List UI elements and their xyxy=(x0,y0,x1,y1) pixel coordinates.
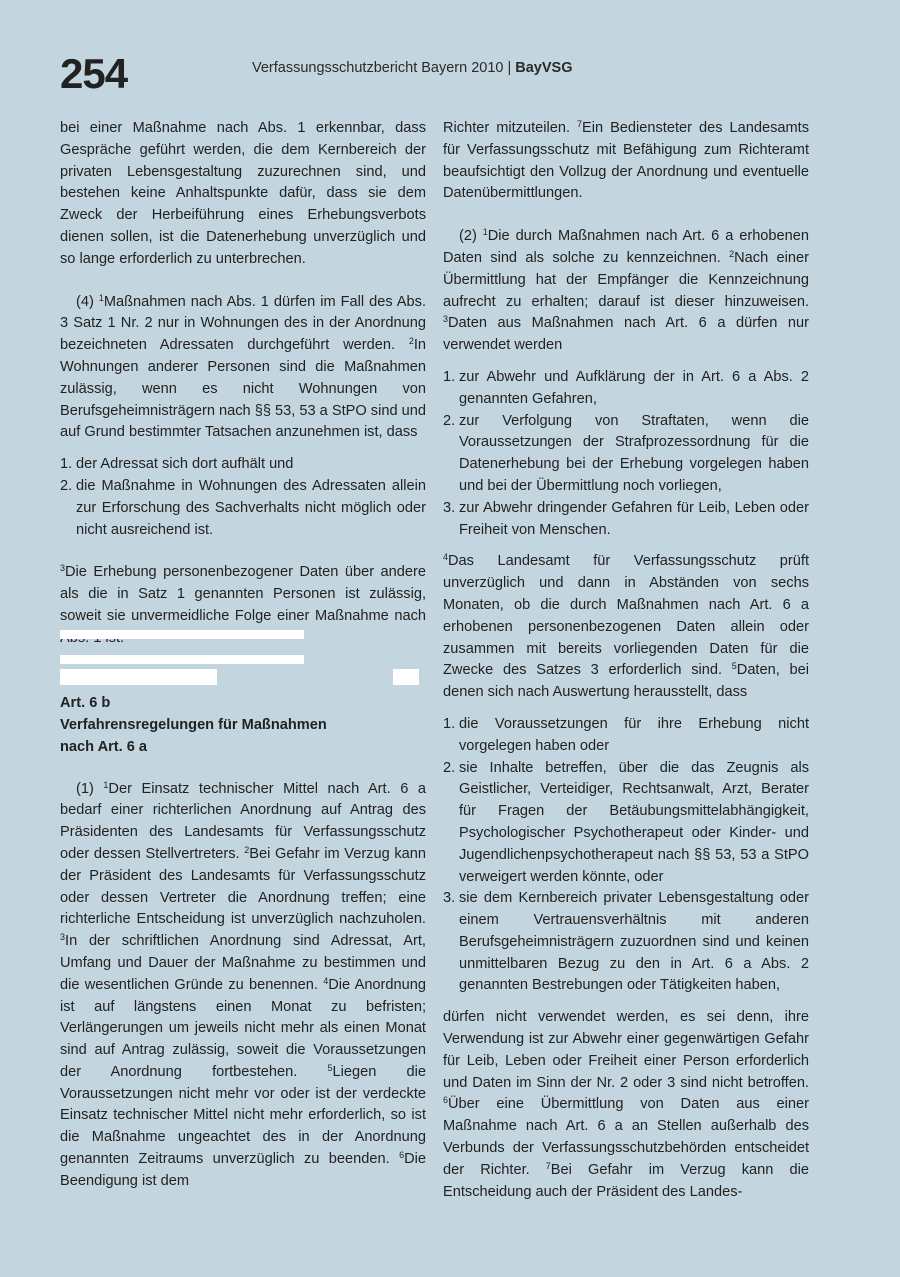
list-text: die Maßnahme in Wohnungen des Adressaten allein zur Erforschung des Sachverhalts nicht möglich oder nicht ausreichend ist. xyxy=(76,477,426,538)
numbered-list xyxy=(443,714,809,997)
paragraph-abs-4 xyxy=(60,292,426,445)
paragraph xyxy=(443,1007,809,1203)
sentence-number: 6 xyxy=(399,1150,405,1161)
list-item xyxy=(443,367,809,411)
paragraph xyxy=(443,551,809,704)
page-number: 254 xyxy=(60,50,128,97)
sentence-number: 7 xyxy=(545,1160,551,1171)
list-number: 2. xyxy=(443,412,456,429)
paragraph-abs-1 xyxy=(60,779,426,1193)
sentence: In der schriftlichen Anordnung sind Adressat, Art, Umfang und Dauer der Maßnahme zu bestimmen und die wesentlichen Gründe zu benennen. xyxy=(60,933,426,993)
paragraph-lead: (1) xyxy=(76,780,104,797)
sentence: Daten aus Maßnahmen nach Art. 6 a dürfen nur verwendet werden xyxy=(443,315,809,354)
list-number: 1. xyxy=(443,715,456,732)
running-head-law: BayVSG xyxy=(515,60,573,76)
list-number: 2. xyxy=(60,477,73,494)
sentence-number: 3 xyxy=(443,314,449,325)
sentence-number: 1 xyxy=(482,227,488,238)
paragraph-lead: (2) xyxy=(459,228,483,245)
sentence: Nach einer Übermittlung hat der Empfänger die Kennzeichnung aufrecht zu erhalten; darauf ist dieser hinzuweisen. xyxy=(443,249,809,310)
paragraph: bei einer Maßnahme nach Abs. 1 erkennbar, dass Gespräche geführt werden, die dem Kernbereich der privaten Lebensgestaltung zuzurechnen sind, und bestehen keine Anhaltspunkte dafür, dass sie dem Zweck der Herbeiführung eines Erhebungsverbots dienen sollen, ist die Datenerhebung unverzüglich und so lange erforderlich zu unterbrechen. xyxy=(60,120,426,267)
sentence: Liegen die Voraussetzungen nicht mehr vor oder ist der verdeckte Einsatz technischer Mittel nicht mehr erforderlich, so ist die Maßnahme ungeachtet des in der Anordnung genannten Zeitraums unverzüglich zu beenden. xyxy=(60,1063,426,1168)
paragraph xyxy=(443,118,809,205)
numbered-list xyxy=(443,367,809,541)
sentence-number: 1 xyxy=(103,779,109,790)
white-strip xyxy=(60,630,304,639)
list-text: zur Abwehr und Aufklärung der in Art. 6 a Abs. 2 genannten Gefahren, xyxy=(459,368,809,407)
list-text: zur Verfolgung von Straftaten, wenn die Voraussetzungen der Strafprozessordnung für die Datenerhebung bei der Erhebung vorgelegen haben und bei der Übermittlung noch vorliegen, xyxy=(459,412,809,494)
list-item xyxy=(60,454,426,476)
sentence: Die Anordnung ist auf längstens einen Monat zu befristen; Verlängerungen um jeweils nicht mehr als einen Monat sind auf Antrag zulässig, soweit die Voraussetzungen der Anordnung fortbestehen. xyxy=(60,976,426,1080)
sentence: Die durch Maßnahmen nach Art. 6 a erhobenen Daten sind als solche zu kennzeichnen. xyxy=(443,228,810,266)
sentence-number: 6 xyxy=(443,1095,449,1106)
sentence: Maßnahmen nach Abs. 1 dürfen im Fall des Abs. 3 Satz 1 Nr. 2 nur in Wohnungen des in der Anordnung bezeichneten Adressaten durchgeführt werden. xyxy=(60,293,427,354)
running-head-separator: | xyxy=(507,60,512,76)
sentence-number: 2 xyxy=(244,844,250,855)
list-number: 2. xyxy=(443,759,456,776)
sentence: In Wohnungen anderer Personen sind die Maßnahmen zulässig, wenn es nicht Wohnungen von Berufsgeheimnisträgern nach §§ 53, 53 a StPO sind und auf Grund bestimmter Tatsachen anzunehmen ist, dass xyxy=(60,337,426,441)
sentence-number: 3 xyxy=(60,563,66,574)
sentence-number: 2 xyxy=(408,336,414,347)
sentence: Das Landesamt für Verfassungsschutz prüft unverzüglich und dann in Abständen von sechs Monaten, ob die durch Maßnahmen nach Art. 6 a erhobenen personenbezogenen Daten allein oder zusammen mit bereits vorliegenden Daten für die Zwecke des Satzes 3 erforderlich sind. xyxy=(443,553,809,679)
list-number: 3. xyxy=(443,890,456,907)
article-title-line: nach Art. 6 a xyxy=(60,738,148,755)
sentence: Über eine Übermittlung von Daten aus einer Maßnahme nach Art. 6 a an Stellen außerhalb des Verbunds der Verfassungsschutzbehörden entscheidet der Richter. xyxy=(443,1096,809,1178)
sentence: Die Beendigung ist dem xyxy=(60,1151,426,1189)
sentence: Bei Gefahr im Verzug kann der Präsident des Landesamts für Verfassungsschutz oder dessen Vertreter die Anordnung treffen; eine richterliche Entscheidung ist unverzüglich nachzuholen. xyxy=(60,845,426,928)
list-item xyxy=(443,888,809,997)
running-head xyxy=(252,60,573,76)
sentence: Die Erhebung personenbezogener Daten über andere als die in Satz 1 genannten Personen ist zulässig, soweit sie unvermeidliche Folge einer Maßnahme nach xyxy=(60,564,426,624)
sentence-number: 3 xyxy=(60,932,66,943)
list-number: 1. xyxy=(443,368,456,385)
paragraph-abs-2 xyxy=(443,226,809,357)
sentence: Richter mitzuteilen. xyxy=(443,120,577,136)
list-text: sie Inhalte betreffen, über die das Zeugnis als Geistlicher, Verteidiger, Rechtsanwalt, Arzt, Berater für Fragen der Betäubungsmittelabhängigkeit, Psychologischer Psychotherapeut oder Kinder- und Jugendlichenpsychotherapeut nach §§ 53, 53 a StPO verweigert werden könnte, oder xyxy=(459,759,809,885)
sentence-number: 5 xyxy=(327,1062,333,1073)
sentence: Daten, bei denen sich nach Auswertung herausstellt, dass xyxy=(443,662,809,701)
list-item xyxy=(443,498,809,542)
list-text: zur Abwehr dringender Gefahren für Leib, Leben oder Freiheit von Menschen. xyxy=(459,499,809,538)
sentence-number: 7 xyxy=(576,119,582,129)
article-title-line: Verfahrensregelungen für Maßnahmen xyxy=(60,716,327,733)
sentence-number: 1 xyxy=(98,292,104,303)
sentence-number: 2 xyxy=(729,248,735,259)
sentence-number: 4 xyxy=(323,975,329,986)
numbered-list xyxy=(60,454,426,541)
white-strip xyxy=(60,655,304,664)
sentence-number: 4 xyxy=(443,552,449,563)
sentence: dürfen nicht verwendet werden, es sei denn, ihre Verwendung ist zur Abwehr einer gegenwärtigen Gefahr für Leib, Leben oder Freiheit einer Person erforderlich und Daten im Sinn der Nr. 2 oder 3 sind nicht betroffen. xyxy=(443,1009,809,1091)
white-block xyxy=(60,669,217,685)
list-item xyxy=(60,476,426,541)
list-item xyxy=(443,411,809,498)
paragraph-lead: (4) xyxy=(76,293,99,310)
list-number: 3. xyxy=(443,499,456,516)
list-text: der Adressat sich dort aufhält und xyxy=(76,456,294,473)
sentence: Der Einsatz technischer Mittel nach Art. 6 a bedarf einer richterlichen Anordnung auf Antrag des Präsidenten des Landesamts für Verfassungsschutz oder dessen Stellvertreters. xyxy=(60,780,427,862)
list-text: sie dem Kernbereich privater Lebensgestaltung oder einem Vertrauensverhältnis mit anderen Berufsgeheimnisträgern zuzuordnen sind und keinen unmittelbaren Bezug zu den in Art. 6 a Abs. 2 genannten Bestrebungen oder Tätigkeiten haben, xyxy=(459,890,809,994)
list-item xyxy=(443,758,809,889)
sentence: Ein Bediensteter des Landesamts für Verfassungsschutz mit Befähigung zum Richteramt beaufsichtigt den Vollzug der Anordnung und eventuelle Datenübermittlungen. xyxy=(443,120,809,202)
right-column xyxy=(443,118,809,1203)
article-heading: Art. 6 b xyxy=(60,694,111,711)
list-number: 1. xyxy=(60,456,73,473)
list-item xyxy=(443,714,809,758)
list-text: die Voraussetzungen für ihre Erhebung nicht vorgelegen haben oder xyxy=(459,715,809,754)
white-block xyxy=(393,669,419,685)
sentence: Bei Gefahr im Verzug kann die Entscheidung auch der Präsident des Landes- xyxy=(443,1161,809,1200)
sentence-number: 5 xyxy=(731,661,737,672)
running-head-title: Verfassungsschutzbericht Bayern 2010 xyxy=(252,60,504,76)
